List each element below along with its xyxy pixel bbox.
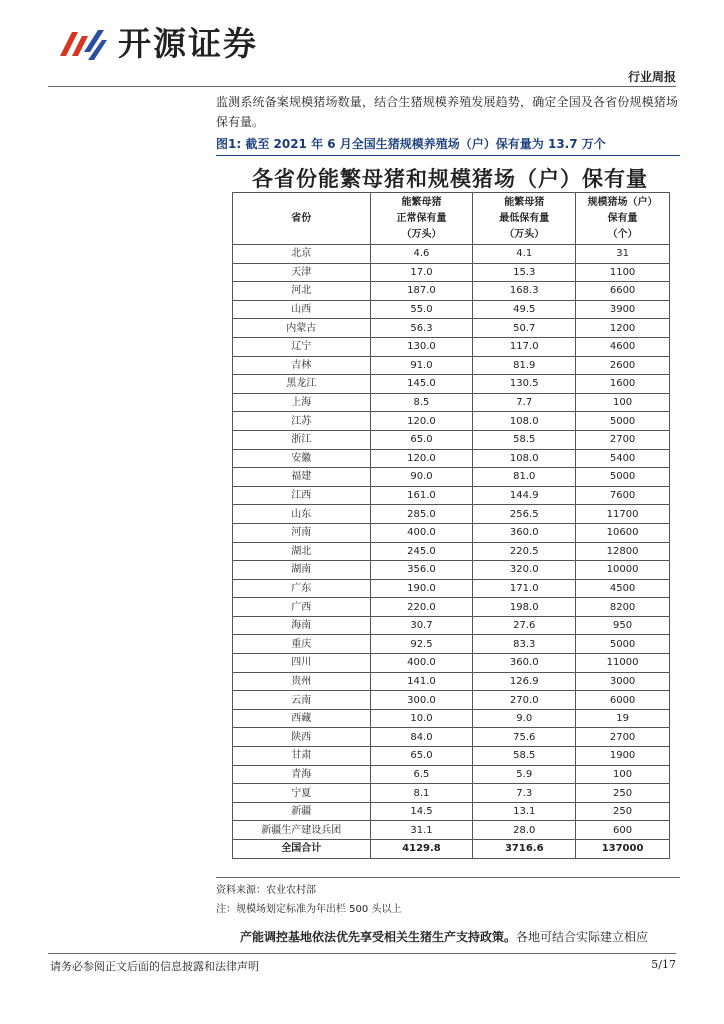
table-cell: 11700 [576, 505, 670, 524]
table-cell: 1600 [576, 375, 670, 394]
table-cell: 上海 [233, 393, 371, 412]
table-cell: 2700 [576, 728, 670, 747]
table-cell: 58.5 [473, 747, 576, 766]
table-cell: 7600 [576, 486, 670, 505]
table-cell: 92.5 [370, 635, 473, 654]
table-cell: 6000 [576, 691, 670, 710]
table-row [233, 542, 670, 561]
table-row [233, 747, 670, 766]
table-cell: 8.5 [370, 393, 473, 412]
table-cell: 108.0 [473, 449, 576, 468]
table-cell: 300.0 [370, 691, 473, 710]
table-cell: 新疆生产建设兵团 [233, 821, 371, 840]
table-cell: 55.0 [370, 300, 473, 319]
table-cell: 31 [576, 245, 670, 264]
table-cell: 56.3 [370, 319, 473, 338]
table-cell: 141.0 [370, 672, 473, 691]
table-row [233, 300, 670, 319]
paragraph-bold: 产能调控基地依法优先享受相关生猪生产支持政策。 [240, 930, 517, 944]
table-cell: 5.9 [473, 765, 576, 784]
table-cell: 3900 [576, 300, 670, 319]
footer-disclaimer: 请务必参阅正文后面的信息披露和法律声明 [50, 960, 259, 973]
table-cell: 356.0 [370, 561, 473, 580]
table-cell: 198.0 [473, 598, 576, 617]
table-cell: 90.0 [370, 468, 473, 487]
table-cell: 320.0 [473, 561, 576, 580]
table-row [233, 561, 670, 580]
table-row [233, 616, 670, 635]
table-cell: 4500 [576, 579, 670, 598]
brand-name: 开源证券 [118, 24, 258, 63]
footnote: 注：规模场划定标准为年出栏 500 头以上 [216, 904, 402, 915]
paragraph-rest: 各地可结合实际建立相应 [516, 930, 649, 944]
table-row [233, 412, 670, 431]
table-cell: 6.5 [370, 765, 473, 784]
table-cell: 27.6 [473, 616, 576, 635]
table-cell: 天津 [233, 263, 371, 282]
table-cell: 新疆 [233, 802, 371, 821]
column-header: 能繁母猪 最低保有量 （万头） [473, 193, 576, 245]
table-cell: 14.5 [370, 802, 473, 821]
table-cell: 广西 [233, 598, 371, 617]
table-cell: 1900 [576, 747, 670, 766]
table-cell: 4.1 [473, 245, 576, 264]
table-row [233, 263, 670, 282]
table-cell: 360.0 [473, 654, 576, 673]
table-cell: 陕西 [233, 728, 371, 747]
table-cell: 49.5 [473, 300, 576, 319]
data-table [232, 192, 670, 859]
table-row [233, 598, 670, 617]
table-cell: 65.0 [370, 430, 473, 449]
table-cell: 144.9 [473, 486, 576, 505]
table-cell: 13.1 [473, 802, 576, 821]
table-cell: 7.7 [473, 393, 576, 412]
table-cell: 黑龙江 [233, 375, 371, 394]
table-cell: 17.0 [370, 263, 473, 282]
table-title: 各省份能繁母猪和规模猪场（户）保有量 [252, 167, 648, 191]
column-header: 省份 [233, 193, 371, 245]
table-cell: 285.0 [370, 505, 473, 524]
table-cell: 250 [576, 802, 670, 821]
table-row [233, 375, 670, 394]
table-cell: 贵州 [233, 672, 371, 691]
table-cell: 甘肃 [233, 747, 371, 766]
table-cell: 31.1 [370, 821, 473, 840]
table-cell: 100 [576, 393, 670, 412]
table-row [233, 635, 670, 654]
table-cell: 81.0 [473, 468, 576, 487]
table-cell: 3000 [576, 672, 670, 691]
table-cell: 256.5 [473, 505, 576, 524]
table-cell: 120.0 [370, 412, 473, 431]
table-cell: 245.0 [370, 542, 473, 561]
body-text: 监测系统备案规模猪场数量，结合生猪规模养殖发展趋势，确定全国及各省份规模猪场保有量。 [216, 95, 678, 129]
table-cell: 28.0 [473, 821, 576, 840]
table-cell: 187.0 [370, 282, 473, 301]
table-cell: 西藏 [233, 709, 371, 728]
table-cell: 辽宁 [233, 337, 371, 356]
table-cell: 15.3 [473, 263, 576, 282]
table-cell: 126.9 [473, 672, 576, 691]
table-row [233, 430, 670, 449]
table-cell: 河北 [233, 282, 371, 301]
table-cell: 50.7 [473, 319, 576, 338]
table-cell: 1200 [576, 319, 670, 338]
column-header: 能繁母猪 正常保有量 （万头） [370, 193, 473, 245]
table-cell: 湖南 [233, 561, 371, 580]
table-row [233, 784, 670, 803]
table-cell: 161.0 [370, 486, 473, 505]
table-cell: 270.0 [473, 691, 576, 710]
table-row [233, 505, 670, 524]
table-cell: 4.6 [370, 245, 473, 264]
table-cell: 9.0 [473, 709, 576, 728]
table-cell: 83.3 [473, 635, 576, 654]
company-logo [58, 22, 288, 66]
table-cell: 6600 [576, 282, 670, 301]
table-cell: 河南 [233, 523, 371, 542]
table-cell: 130.0 [370, 337, 473, 356]
table-row [233, 337, 670, 356]
table-cell: 7.3 [473, 784, 576, 803]
table-cell: 海南 [233, 616, 371, 635]
table-cell: 117.0 [473, 337, 576, 356]
table-cell: 5400 [576, 449, 670, 468]
table-cell: 5000 [576, 468, 670, 487]
figure-divider [216, 155, 680, 156]
table-cell: 30.7 [370, 616, 473, 635]
figure-bottom-divider [216, 877, 680, 878]
table-cell: 168.3 [473, 282, 576, 301]
table-cell: 12800 [576, 542, 670, 561]
table-cell: 11000 [576, 654, 670, 673]
table-cell: 内蒙古 [233, 319, 371, 338]
table-cell: 130.5 [473, 375, 576, 394]
table-cell: 10000 [576, 561, 670, 580]
table-cell: 重庆 [233, 635, 371, 654]
table-cell: 江苏 [233, 412, 371, 431]
table-row [233, 523, 670, 542]
table-cell: 108.0 [473, 412, 576, 431]
table-cell: 19 [576, 709, 670, 728]
table-cell: 120.0 [370, 449, 473, 468]
table-row [233, 672, 670, 691]
table-row [233, 393, 670, 412]
table-row [233, 728, 670, 747]
table-row [233, 654, 670, 673]
table-cell: 360.0 [473, 523, 576, 542]
table-cell: 600 [576, 821, 670, 840]
table-cell: 山西 [233, 300, 371, 319]
table-row [233, 449, 670, 468]
table-cell: 91.0 [370, 356, 473, 375]
report-type: 行业周报 [627, 70, 676, 84]
column-header: 规模猪场（户） 保有量 （个） [576, 193, 670, 245]
table-cell: 1100 [576, 263, 670, 282]
table-cell: 湖北 [233, 542, 371, 561]
table-cell: 10600 [576, 523, 670, 542]
table-cell: 10.0 [370, 709, 473, 728]
table-cell: 福建 [233, 468, 371, 487]
table-cell: 75.6 [473, 728, 576, 747]
table-cell: 全国合计 [233, 840, 371, 859]
source-note: 资料来源：农业农村部 [216, 885, 316, 896]
table-row [233, 802, 670, 821]
table-row [233, 486, 670, 505]
table-cell: 宁夏 [233, 784, 371, 803]
table-row [233, 691, 670, 710]
table-row [233, 356, 670, 375]
table-cell: 81.9 [473, 356, 576, 375]
table-cell: 浙江 [233, 430, 371, 449]
table-cell: 吉林 [233, 356, 371, 375]
page-number: 5/17 [651, 958, 676, 971]
table-cell: 山东 [233, 505, 371, 524]
table-cell: 400.0 [370, 523, 473, 542]
table-row [233, 579, 670, 598]
table-cell: 400.0 [370, 654, 473, 673]
table-row [233, 282, 670, 301]
table-cell: 北京 [233, 245, 371, 264]
table-row [233, 821, 670, 840]
table-cell: 190.0 [370, 579, 473, 598]
table-cell: 171.0 [473, 579, 576, 598]
logo-mark-icon [58, 26, 108, 62]
table-cell: 58.5 [473, 430, 576, 449]
table-cell: 250 [576, 784, 670, 803]
table-cell: 8200 [576, 598, 670, 617]
table-total-row [233, 840, 670, 859]
table-cell: 137000 [576, 840, 670, 859]
table-cell: 220.0 [370, 598, 473, 617]
table-cell: 四川 [233, 654, 371, 673]
table-cell: 江西 [233, 486, 371, 505]
table-cell: 84.0 [370, 728, 473, 747]
table-cell: 广东 [233, 579, 371, 598]
table-cell: 65.0 [370, 747, 473, 766]
table-row [233, 765, 670, 784]
table-cell: 950 [576, 616, 670, 635]
table-cell: 220.5 [473, 542, 576, 561]
table-row [233, 245, 670, 264]
table-cell: 2600 [576, 356, 670, 375]
table-cell: 青海 [233, 765, 371, 784]
table-cell: 安徽 [233, 449, 371, 468]
figure-title: 图1: 截至 2021 年 6 月全国生猪规模养殖场（户）保有量为 13.7 万个 [216, 137, 606, 151]
footer-divider [48, 953, 676, 954]
table-cell: 5000 [576, 635, 670, 654]
table-row [233, 319, 670, 338]
header-divider [48, 86, 676, 87]
table-cell: 5000 [576, 412, 670, 431]
table-cell: 4129.8 [370, 840, 473, 859]
table-cell: 4600 [576, 337, 670, 356]
table-cell: 100 [576, 765, 670, 784]
table-cell: 3716.6 [473, 840, 576, 859]
table-cell: 8.1 [370, 784, 473, 803]
table-header-row [233, 193, 670, 245]
table-cell: 2700 [576, 430, 670, 449]
table-row [233, 468, 670, 487]
table-row [233, 709, 670, 728]
table-cell: 145.0 [370, 375, 473, 394]
paragraph [240, 928, 680, 945]
table-cell: 云南 [233, 691, 371, 710]
